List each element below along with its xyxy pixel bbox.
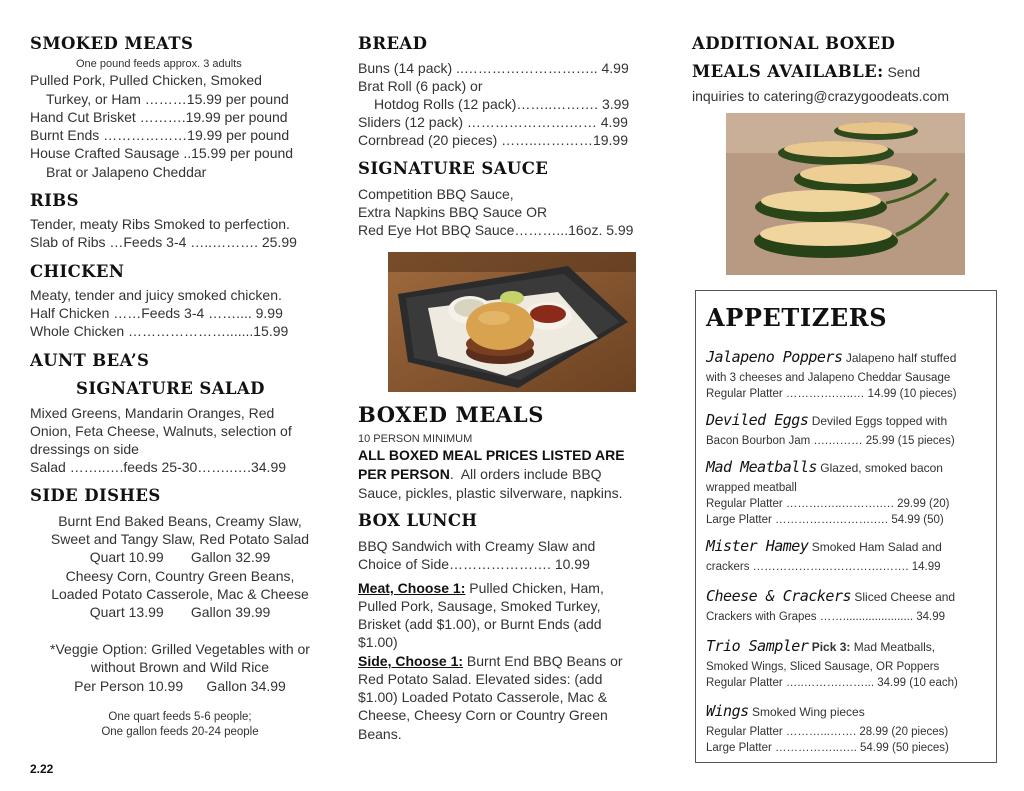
menu-line: Brat or Jalapeno Cheddar bbox=[46, 164, 207, 180]
menu-line: Slab of Ribs …Feeds 3-4 …..………. 25.99 bbox=[30, 234, 297, 250]
appetizer-desc: Deviled Eggs topped with bbox=[808, 414, 948, 428]
menu-line: Competition BBQ Sauce, bbox=[358, 186, 514, 202]
appetizer-desc: Mad Meatballs, bbox=[850, 640, 936, 654]
appetizer-wings bbox=[706, 702, 865, 721]
menu-line: Onion, Feta Cheese, Walnuts, selection of bbox=[30, 423, 292, 439]
appetizer-mad-meatballs bbox=[706, 458, 943, 477]
additional-meals-line bbox=[692, 62, 920, 82]
menu-line: Sweet and Tangy Slaw, Red Potato Salad bbox=[50, 531, 310, 547]
menu-line: Turkey, or Ham ………15.99 per pound bbox=[46, 91, 289, 107]
appetizer-detail: Regular Platter …..……….……... 34.99 (10 each) bbox=[706, 677, 958, 689]
appetizer-desc: Smoked Wing pieces bbox=[748, 705, 865, 719]
appetizer-detail: with 3 cheeses and Jalapeno Cheddar Sausage bbox=[706, 372, 951, 384]
menu-line: Cornbread (20 pieces) ……..…………19.99 bbox=[358, 132, 628, 148]
meat-choice-text: Pulled Chicken, Ham, bbox=[465, 580, 604, 596]
menu-line: Choice of Side…………………. 10.99 bbox=[358, 556, 590, 572]
appetizer-name: Deviled Eggs bbox=[706, 411, 809, 429]
meat-choose-label: Meat, Choose 1: bbox=[358, 580, 466, 596]
appetizer-pick: Pick 3: bbox=[808, 640, 851, 654]
send-text: Send bbox=[883, 64, 921, 80]
menu-line: Cheese, Cheesy Corn or Country Green bbox=[358, 707, 608, 723]
menu-line: Cheesy Corn, Country Green Beans, bbox=[65, 568, 295, 584]
appetizer-desc: Glazed, smoked bacon bbox=[816, 461, 943, 475]
menu-line: Sauce, pickles, plastic silverware, napkins. bbox=[358, 485, 623, 501]
menu-line: Brat Roll (6 pack) or bbox=[358, 78, 483, 94]
menu-line: Hand Cut Brisket ……….19.99 per pound bbox=[30, 109, 288, 125]
menu-line: Hotdog Rolls (12 pack)……..………. 3.99 bbox=[374, 96, 630, 112]
appetizer-name: Mister Hamey bbox=[706, 537, 809, 555]
menu-line: Burnt Ends ………………19.99 per pound bbox=[30, 127, 290, 143]
section-title-aunt-beas: AUNT BEA’S bbox=[30, 351, 150, 370]
menu-line: Meaty, tender and juicy smoked chicken. bbox=[30, 287, 282, 303]
appetizer-detail: Regular Platter ……….…..……….…. 29.99 (20) bbox=[706, 498, 950, 510]
menu-line: Red Eye Hot BBQ Sauce………...16oz. 5.99 bbox=[358, 222, 634, 238]
appetizer-detail: Crackers with Grapes ……...................... 34.99 bbox=[706, 611, 946, 623]
boxed-prices-note-2 bbox=[358, 465, 602, 483]
menu-line: Whole Chicken ………………….......15.99 bbox=[30, 323, 289, 339]
menu-line: Mixed Greens, Mandarin Oranges, Red bbox=[30, 405, 275, 421]
meat-choice-line bbox=[358, 579, 604, 597]
menu-line: BBQ Sandwich with Creamy Slaw and bbox=[358, 538, 596, 554]
menu-line: Quart 10.99 Gallon 32.99 bbox=[89, 549, 271, 565]
menu-line: Salad ……..….feeds 25-30……..….34.99 bbox=[30, 459, 287, 475]
appetizers-box bbox=[695, 290, 997, 763]
section-title-signature-sauce: SIGNATURE SAUCE bbox=[358, 159, 549, 178]
menu-line: Pulled Pork, Pulled Chicken, Smoked bbox=[30, 72, 262, 88]
menu-line: Tender, meaty Ribs Smoked to perfection. bbox=[30, 216, 290, 232]
veggie-line: Per Person 10.99 Gallon 34.99 bbox=[74, 678, 286, 694]
page-number: 2.22 bbox=[30, 762, 54, 776]
section-title-side-dishes: SIDE DISHES bbox=[30, 486, 161, 505]
appetizer-cheese-crackers bbox=[706, 587, 955, 606]
section-title-signature-salad: SIGNATURE SALAD bbox=[76, 379, 265, 398]
jalapeno-poppers-photo bbox=[726, 113, 965, 275]
menu-line: Red Potato Salad. Elevated sides: (add bbox=[358, 671, 603, 687]
side-choose-label: Side, Choose 1: bbox=[358, 653, 464, 669]
appetizer-name: Cheese & Crackers bbox=[706, 587, 852, 605]
appetizer-name: Trio Sampler bbox=[706, 637, 809, 655]
appetizer-deviled-eggs bbox=[706, 411, 947, 430]
menu-line: $1.00) Loaded Potato Casserole, Mac & bbox=[358, 689, 608, 705]
appetizer-mister-hamey bbox=[706, 537, 942, 556]
appetizer-desc: Smoked Ham Salad and bbox=[808, 540, 942, 554]
menu-line: Sliders (12 pack) ………………….…… 4.99 bbox=[358, 114, 628, 130]
appetizer-desc: Sliced Cheese and bbox=[851, 590, 956, 604]
veggie-line: *Veggie Option: Grilled Vegetables with or bbox=[50, 641, 310, 657]
side-choice-text: Burnt End BBQ Beans or bbox=[463, 653, 623, 669]
appetizer-name: Wings bbox=[706, 702, 749, 720]
bbq-sandwich-photo bbox=[388, 252, 636, 392]
menu-line: Burnt End Baked Beans, Creamy Slaw, bbox=[58, 513, 302, 529]
menu-line: House Crafted Sausage ..15.99 per pound bbox=[30, 145, 294, 161]
section-title-ribs: RIBS bbox=[30, 191, 79, 210]
section-title-smoked-meats: SMOKED MEATS bbox=[30, 34, 194, 53]
appetizer-detail: Regular Platter ………….…..… 14.99 (10 pieces) bbox=[706, 388, 957, 400]
appetizer-detail: Large Platter …………….……….…. 54.99 (50) bbox=[706, 514, 944, 526]
menu-line: Brisket (add $1.00), or Burnt Ends (add bbox=[358, 616, 602, 632]
bbq-sandwich-image bbox=[388, 252, 636, 392]
appetizer-detail: Regular Platter ………...……. 28.99 (20 pieces) bbox=[706, 726, 949, 738]
boxed-prices-note: ALL BOXED MEAL PRICES LISTED ARE bbox=[358, 447, 625, 463]
appetizer-detail: Large Platter ……………..….. 54.99 (50 pieces) bbox=[706, 742, 949, 754]
veggie-line: without Brown and Wild Rice bbox=[90, 659, 270, 675]
section-title-additional-boxed: ADDITIONAL BOXED bbox=[692, 34, 896, 53]
jalapeno-poppers-image bbox=[726, 113, 965, 275]
section-title-chicken: CHICKEN bbox=[30, 262, 125, 281]
menu-line: Beans. bbox=[358, 726, 402, 742]
appetizer-desc: Jalapeno half stuffed bbox=[842, 351, 957, 365]
feeds-note: One gallon feeds 20-24 people bbox=[101, 726, 259, 738]
side-choice-line bbox=[358, 652, 623, 670]
appetizer-detail: Bacon Bourbon Jam ….……… 25.99 (15 pieces) bbox=[706, 435, 955, 447]
appetizer-trio-sampler bbox=[706, 637, 935, 656]
menu-line: Half Chicken ……Feeds 3-4 …….... 9.99 bbox=[30, 305, 283, 321]
section-title-appetizers: APPETIZERS bbox=[706, 303, 888, 332]
appetizer-detail: crackers …………………………….……. 14.99 bbox=[706, 561, 941, 573]
section-title-bread: BREAD bbox=[358, 34, 428, 53]
per-person-label: PER PERSON bbox=[358, 466, 450, 482]
meals-available-label: MEALS AVAILABLE: bbox=[692, 62, 884, 81]
section-title-box-lunch: BOX LUNCH bbox=[358, 511, 478, 530]
catering-inquiry: inquiries to catering@crazygoodeats.com bbox=[692, 88, 950, 104]
section-title-boxed-meals: BOXED MEALS bbox=[358, 402, 544, 427]
boxed-include-text: . All orders include BBQ bbox=[449, 466, 602, 482]
smoked-meats-note: One pound feeds approx. 3 adults bbox=[76, 58, 242, 70]
menu-line: Loaded Potato Casserole, Mac & Cheese bbox=[51, 586, 309, 602]
menu-line: Quart 13.99 Gallon 39.99 bbox=[89, 604, 271, 620]
appetizer-name: Mad Meatballs bbox=[706, 458, 817, 476]
menu-line: dressings on side bbox=[30, 441, 139, 457]
menu-line: Buns (14 pack) ..……………………….. 4.99 bbox=[358, 60, 629, 76]
boxed-minimum: 10 PERSON MINIMUM bbox=[358, 433, 473, 445]
feeds-note: One quart feeds 5-6 people; bbox=[108, 711, 252, 723]
menu-line: $1.00) bbox=[358, 634, 398, 650]
appetizer-jalapeno-poppers bbox=[706, 348, 956, 367]
menu-line: Pulled Pork, Sausage, Smoked Turkey, bbox=[358, 598, 601, 614]
menu-line: Extra Napkins BBQ Sauce OR bbox=[358, 204, 548, 220]
appetizer-name: Jalapeno Poppers bbox=[706, 348, 843, 366]
appetizer-detail: Smoked Wings, Sliced Sausage, OR Poppers bbox=[706, 661, 940, 673]
appetizer-detail: wrapped meatball bbox=[706, 482, 797, 494]
